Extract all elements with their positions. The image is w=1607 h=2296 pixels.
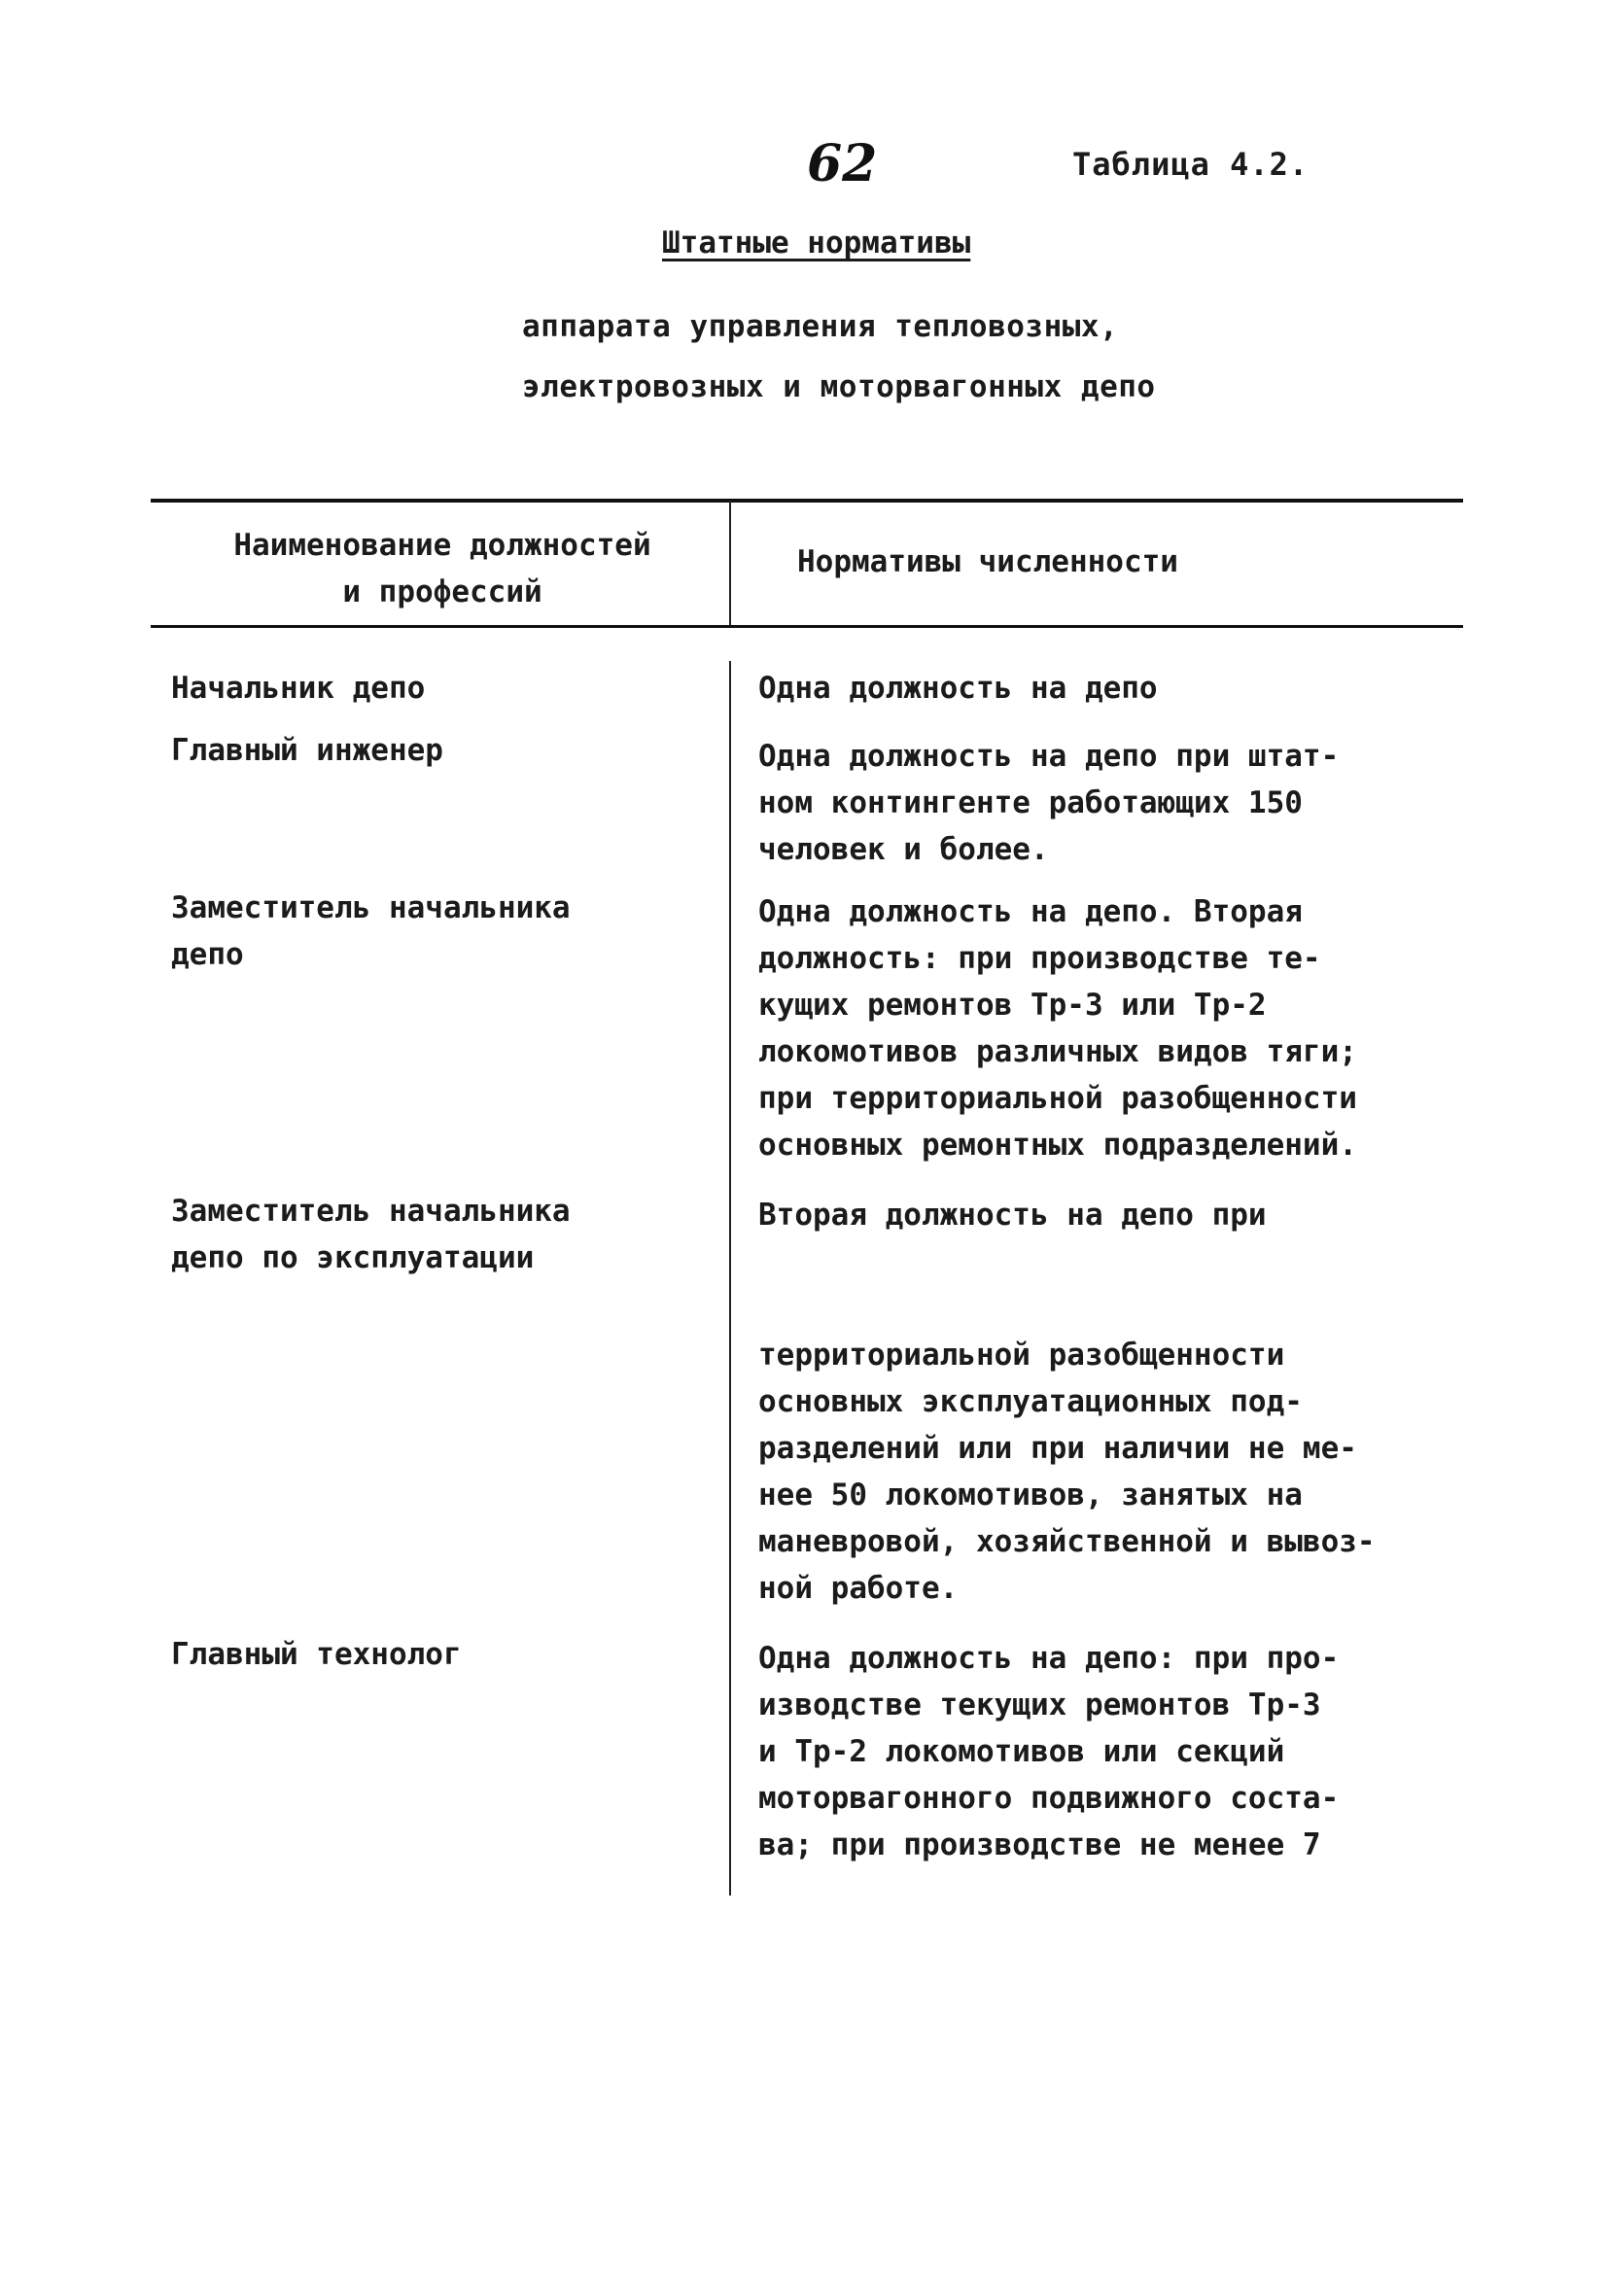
row-2-norm: Одна должность на депо при штат- ном контингенте работающих 150 человек и более. <box>758 739 1340 867</box>
row-6-norm: Одна должность на депо: при про- изводстве текущих ремонтов Тр-3 и Тр-2 локомотивов или секций моторвагонного подвижного соста- ва; при производстве не менее 7 <box>758 1641 1340 1862</box>
row-4-position: Заместитель начальника депо по эксплуатации <box>171 1194 571 1275</box>
row-4-norm: Вторая должность на депо при <box>758 1198 1267 1233</box>
subtitle-line-1: аппарата управления тепловозных, <box>522 309 1119 344</box>
header-norms: Нормативы численности <box>797 544 1178 579</box>
document-title: Штатные нормативы <box>662 226 971 261</box>
row-1-position: Начальник депо <box>171 671 426 706</box>
table-header-rule <box>151 625 1463 628</box>
row-2-position: Главный инженер <box>171 733 443 768</box>
table-top-rule <box>151 499 1463 503</box>
header-position: Наименование должностей и профессий <box>233 528 651 609</box>
table-label: Таблица 4.2. <box>1072 146 1310 183</box>
row-1-norm: Одна должность на депо <box>758 671 1158 706</box>
page-number: 62 <box>807 134 878 193</box>
row-3-norm: Одна должность на депо. Вторая должность: при производстве те- кущих ремонтов Тр-3 или Тр-2 локомотивов различных видов тяги; при территориальной разобщенности основных ремонтных подразделений. <box>758 894 1357 1163</box>
row-6-position: Главный технолог <box>171 1637 462 1672</box>
row-5-norm: территориальной разобщенности основных эксплуатационных под- разделений или при наличии не ме- нее 50 локомотивов, занятых на маневровой, хозяйственной и вывоз- ной работе. <box>758 1338 1376 1606</box>
subtitle-line-2: электровозных и моторвагонных депо <box>522 369 1156 404</box>
row-3-position: Заместитель начальника депо <box>171 890 571 972</box>
header-column-divider <box>729 501 731 625</box>
body-column-divider <box>729 661 731 1896</box>
